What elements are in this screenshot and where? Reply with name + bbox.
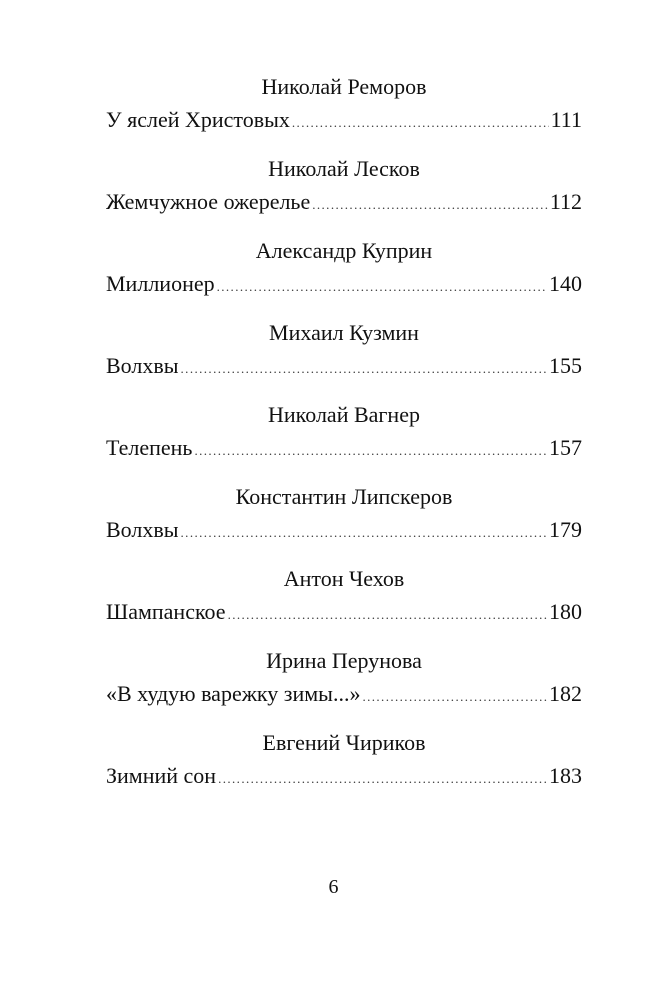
author-name: Александр Куприн bbox=[255, 238, 433, 263]
work-title: Волхвы bbox=[106, 517, 179, 542]
page-reference: 179 bbox=[549, 517, 582, 542]
work-title: Телепень bbox=[106, 435, 193, 460]
toc-line bbox=[106, 678, 582, 710]
dot-leader bbox=[181, 526, 547, 539]
toc-line bbox=[106, 350, 582, 382]
toc-line bbox=[106, 268, 582, 300]
work-title: У яслей Христовых bbox=[106, 107, 290, 132]
work-title: Зимний сон bbox=[106, 763, 217, 788]
toc-line bbox=[106, 514, 582, 546]
dot-leader bbox=[181, 362, 547, 375]
dot-leader bbox=[312, 198, 548, 211]
page-reference: 180 bbox=[549, 599, 582, 624]
dot-leader bbox=[194, 444, 547, 457]
page-reference: 111 bbox=[550, 107, 582, 132]
dot-leader bbox=[228, 608, 547, 621]
page-reference: 183 bbox=[549, 763, 582, 788]
dot-leader bbox=[217, 280, 547, 293]
toc-entry bbox=[106, 234, 582, 316]
toc-entry bbox=[106, 316, 582, 398]
toc-line bbox=[106, 104, 582, 136]
toc-entry bbox=[106, 398, 582, 480]
work-title: Волхвы bbox=[106, 353, 179, 378]
author-name: Николай Лесков bbox=[268, 156, 420, 181]
toc-line bbox=[106, 432, 582, 464]
toc-entry bbox=[106, 644, 582, 726]
work-title: Жемчужное ожерелье bbox=[106, 189, 311, 214]
work-title: Миллионер bbox=[106, 271, 215, 296]
author-name: Константин Липскеров bbox=[235, 484, 453, 509]
author-name: Михаил Кузмин bbox=[269, 320, 419, 345]
toc-line bbox=[106, 596, 582, 628]
page-reference: 112 bbox=[549, 189, 582, 214]
dot-leader bbox=[218, 772, 547, 785]
page-reference: 182 bbox=[549, 681, 582, 706]
toc-line bbox=[106, 186, 582, 218]
page-number: 6 bbox=[328, 876, 339, 898]
work-title: Шампанское bbox=[106, 599, 226, 624]
author-name: Ирина Перунова bbox=[266, 648, 422, 673]
dot-leader bbox=[292, 116, 549, 129]
toc-entry bbox=[106, 480, 582, 562]
author-name: Николай Реморов bbox=[261, 74, 427, 99]
work-title: «В худую варежку зимы...» bbox=[106, 681, 361, 706]
toc-line bbox=[106, 760, 582, 792]
author-name: Антон Чехов bbox=[283, 566, 405, 591]
page-reference: 155 bbox=[549, 353, 582, 378]
author-name: Николай Вагнер bbox=[268, 402, 420, 427]
toc-entry bbox=[106, 726, 582, 808]
toc-entry bbox=[106, 562, 582, 644]
dot-leader bbox=[362, 690, 547, 703]
page-reference: 140 bbox=[549, 271, 582, 296]
page-reference: 157 bbox=[549, 435, 582, 460]
author-name: Евгений Чириков bbox=[262, 730, 426, 755]
toc-entry bbox=[106, 70, 582, 152]
toc-entry bbox=[106, 152, 582, 234]
table-of-contents bbox=[106, 70, 582, 808]
